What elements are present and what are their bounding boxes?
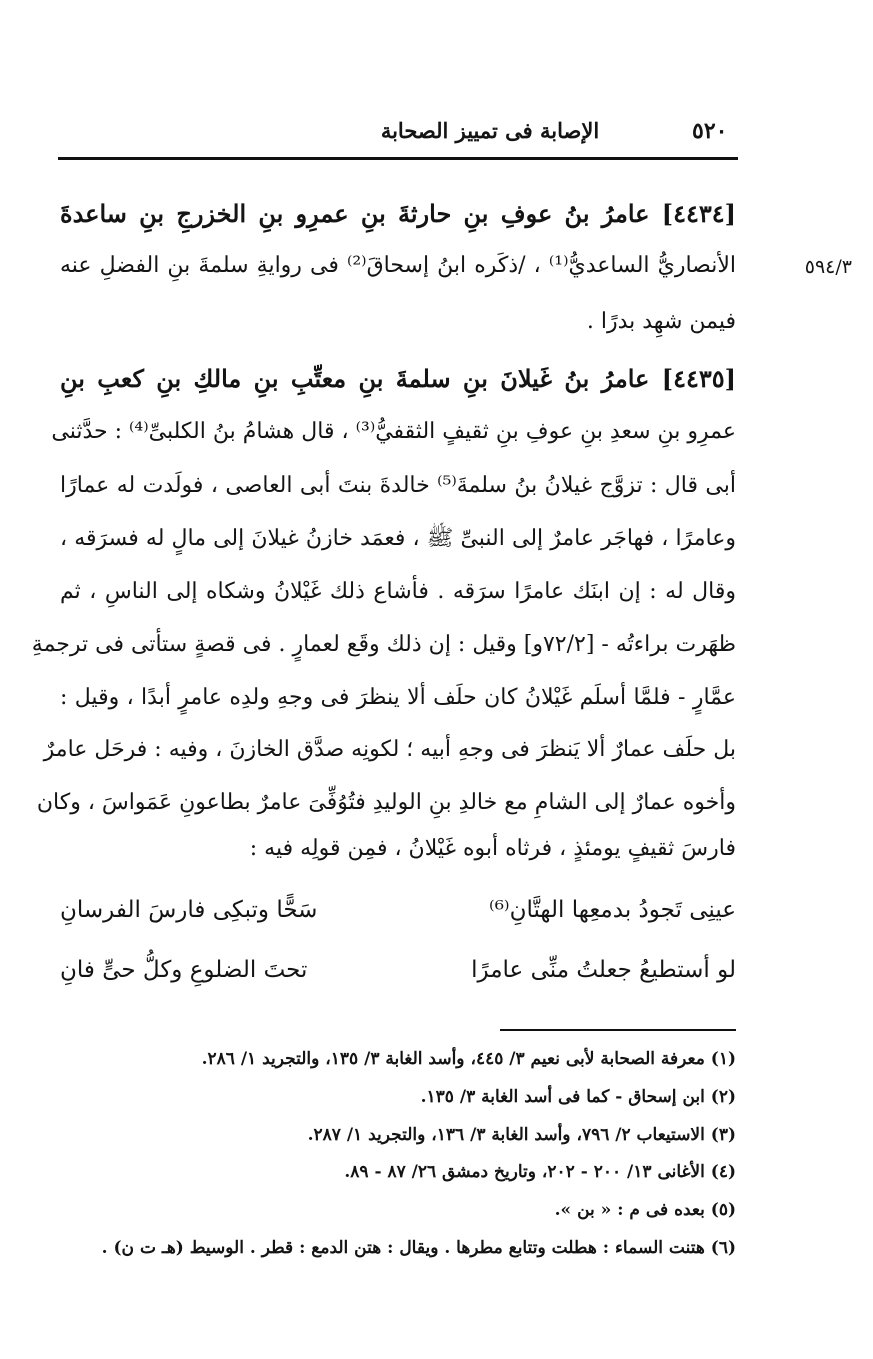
footnote-5: (٥) بعده فى م : « بن ». (554, 1200, 736, 1220)
entry-4435-line-8: بل حلَف عمارٌ ألا يَنظرَ فى وجهِ أبيه ؛ لكونِه صدَّق الخازنَ ، وفيه : فرحَل عامرٌ (43, 737, 736, 762)
poem-verse-2-first-hemistich: لو أستطيعُ جعلتُ منِّى عامرًا (471, 957, 736, 983)
entry-4435-line-1: [٤٤٣٥] عامرُ بنُ غَيلانَ بنِ سلمةَ بنِ معتِّبِ بنِ مالكِ بنِ كعبِ بنِ (60, 364, 736, 393)
margin-reference: ٥٩٤/٣ (804, 256, 852, 278)
entry-4435-line-10: فارسَ ثقيفٍ يومئذٍ ، فرثاه أبوه غَيْلانُ ، فمِن قولِه فيه : (249, 836, 736, 861)
footnote-2: (٢) ابن إسحاق - كما فى أسد الغابة ٣/ ١٣٥. (420, 1087, 736, 1107)
entry-4435-line-4: وعامرًا ، فهاجَر عامرٌ إلى النبىِّ ﷺ ، فعمَد خازنُ غيلانَ إلى مالٍ له فسرَقه ، (60, 526, 736, 551)
header-rule (58, 157, 738, 160)
entry-4435-line-5: وقال له : إن ابنَك عامرًا سرَقه . فأشاع ذلك غَيْلانُ وشكاه إلى الناسِ ، ثم (60, 579, 736, 604)
footnote-6: (٦) هتنت السماء : هطلت وتتابع مطرها . ويقال : هتن الدمع : قطر . الوسيط (هـ ت ن) . (101, 1238, 736, 1258)
footnote-4: (٤) الأغانى ١٣/ ٢٠٠ - ٢٠٢، وتاريخ دمشق ٢٦/ ٨٧ - ٨٩. (344, 1162, 736, 1182)
entry-4435-line-7: عمَّارٍ - فلمَّا أسلَم غَيْلانُ كان حلَف ألا ينظرَ فى وجهِ ولدِه عامرٍ أبدًا ، وقيل : (60, 685, 736, 710)
entry-4435-line-2: عمرِو بنِ سعدِ بنِ عوفِ بنِ ثقيفٍ الثقفيُّ⁽³⁾ ، قال هشامُ بنُ الكلبىِّ⁽⁴⁾ : حدَّثنى (51, 419, 736, 444)
poem-verse-1-second-hemistich: سَحًّا وتبكِى فارسَ الفرسانِ (60, 897, 318, 923)
poem-verse-1-first-hemistich: عينِى تَجودُ بدمعِها الهتَّانِ⁽⁶⁾ (489, 897, 736, 923)
entry-4434-line-1: [٤٤٣٤] عامرُ بنُ عوفِ بنِ حارثةَ بنِ عمرِو بنِ الخزرجِ بنِ ساعدةَ (60, 199, 736, 228)
entry-4434-line-2: الأنصاريُّ الساعديُّ⁽¹⁾ ، /ذكَره ابنُ إسحاقَ⁽²⁾ فى روايةِ سلمةَ بنِ الفضلِ عنه (60, 253, 737, 278)
poem-verse-2 (60, 946, 736, 994)
entry-4435-line-9: وأخوه عمارٌ إلى الشامِ مع خالدِ بنِ الوليدِ فتُوُفِّىَ عامرٌ بطاعونِ عَمَواسَ ، وكان (36, 790, 736, 815)
running-title: الإصابة فى تمييز الصحابة (380, 118, 600, 143)
footnote-3: (٣) الاستيعاب ٢/ ٧٩٦، وأسد الغابة ٣/ ١٣٦، والتجريد ١/ ٢٨٧. (307, 1125, 736, 1145)
page-number: ٥٢٠ (692, 118, 728, 144)
entry-4435-line-3: أبى قال : تزوَّج غيلانُ بنُ سلمةَ⁽⁵⁾ خالدةَ بنتَ أبى العاصى ، فولَدت له عمارًا (60, 473, 736, 498)
footnote-1: (١) معرفة الصحابة لأبى نعيم ٣/ ٤٤٥، وأسد الغابة ٣/ ١٣٥، والتجريد ١/ ٢٨٦. (201, 1049, 736, 1069)
entry-4434-line-3: فيمن شهِد بدرًا . (586, 309, 736, 334)
entry-4435-line-6: ظهَرت براءتُه - [٧٢/٢و] وقيل : إن ذلك وقَع لعمارٍ . فى قصةٍ ستأتى فى ترجمةِ (31, 632, 736, 657)
poem-verse-1 (60, 886, 736, 934)
poem-verse-2-second-hemistich: تحتَ الضلوعِ وكلُّ حىٍّ فانِ (60, 957, 308, 983)
footnote-rule (500, 1029, 736, 1031)
